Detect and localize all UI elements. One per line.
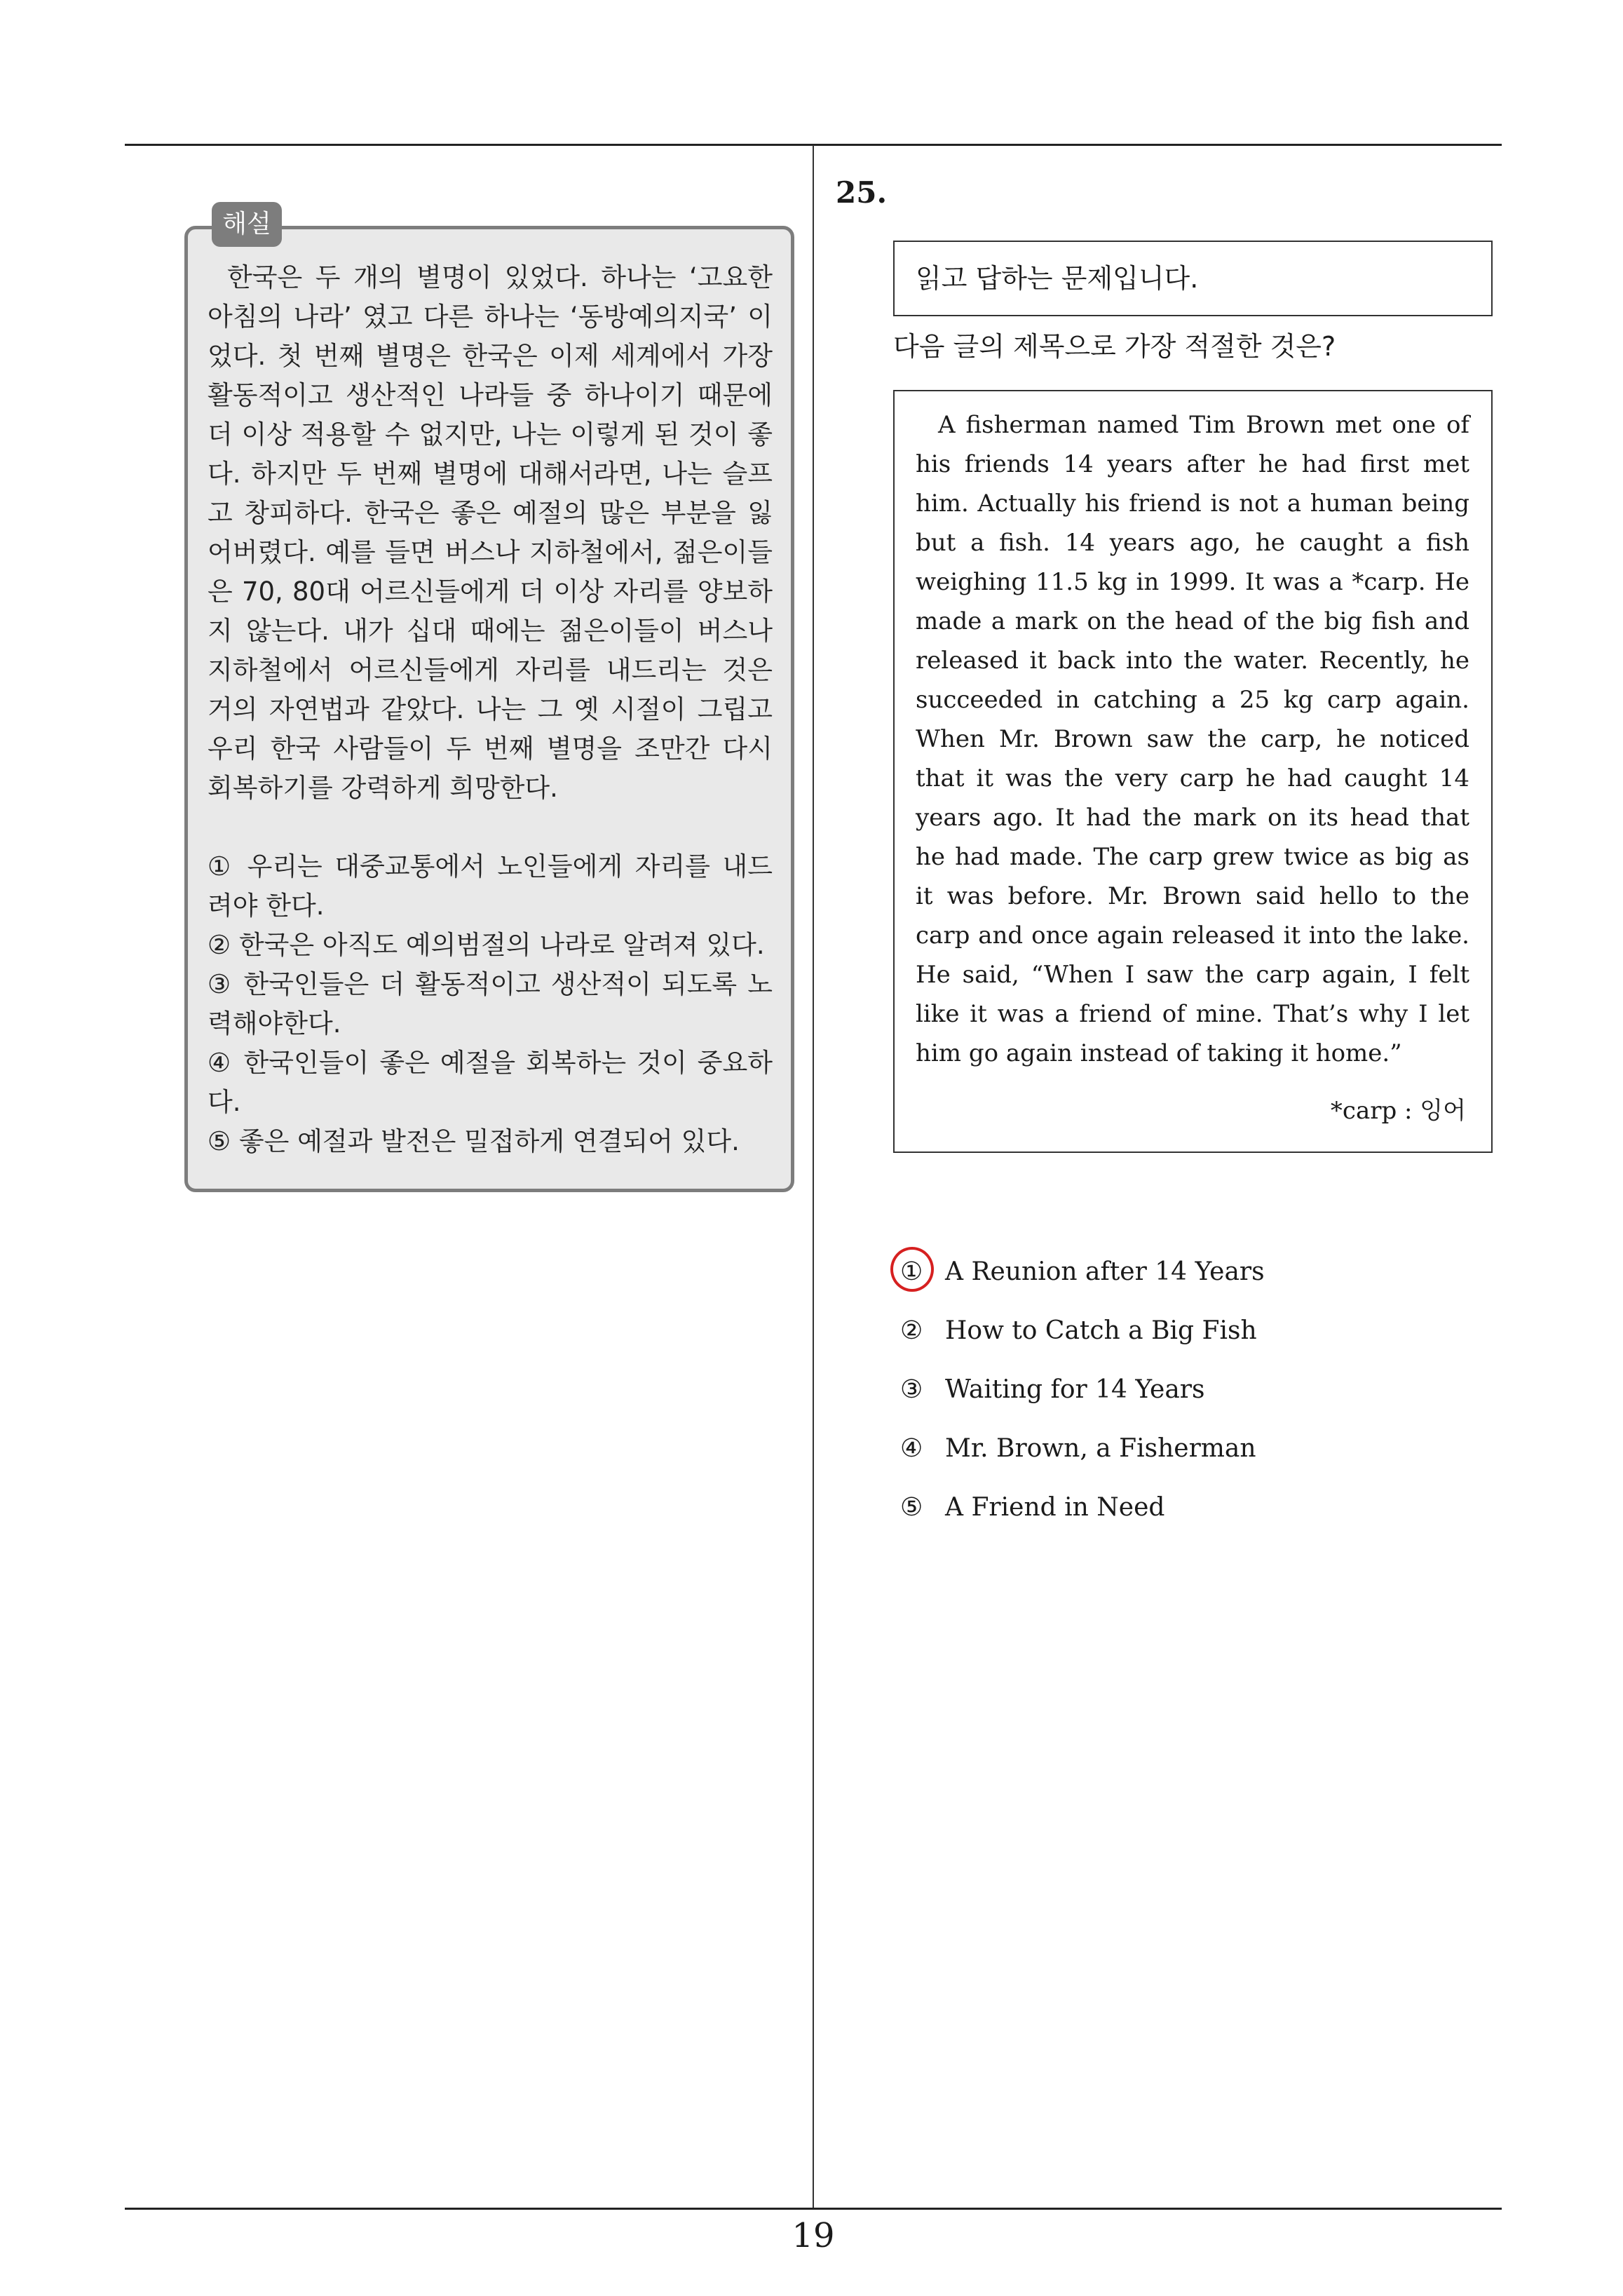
column-divider [813,145,814,2208]
option-number: ② [900,1316,923,1345]
passage-text: A fisherman named Tim Brown met one of his friends 14 years after he had first met him. Actually his friend is not a human being but a fish. 14 years ago, he caught a fish weighing 11.5 kg in 1999. It was a *carp. He made a mark on the head of the big fish and released it back into the water. Recently, he succeeded in catching a 25 kg carp again. When Mr. Brown saw the carp, he noticed that it was the very carp he had caught 14 years ago. It had the mark on its head that he had made. The carp grew twice as big as it was before. Mr. Brown said hello to the carp and once again released it into the lake. He said, “When I saw the carp again, I felt like it was a friend of mine. That’s why I let him go again instead of taking it home.” [916,411,1469,1067]
question-prompt: 다음 글의 제목으로 가장 적절한 것은? [893,331,1336,362]
option-text: Mr. Brown, a Fisherman [945,1434,1256,1463]
option-number: ① [900,1257,923,1286]
explanation-choice: ③ 한국인들은 더 활동적이고 생산적이 되도록 노력해야한다. [208,969,773,1039]
answer-option-3[interactable] [900,1368,1475,1426]
option-number: ⑤ [900,1493,923,1522]
question-number: 25. [836,175,888,210]
option-text: Waiting for 14 Years [945,1375,1205,1404]
passage [916,405,1469,1073]
explanation-choice: ② 한국은 아직도 예의범절의 나라로 알려져 있다. [208,930,765,960]
footnote: *carp : 잉어 [1330,1097,1466,1125]
instruction-box [893,241,1493,316]
instruction-text: 읽고 답하는 문제입니다. [916,263,1199,294]
bottom-rule [125,2208,1502,2210]
option-text: How to Catch a Big Fish [945,1316,1257,1345]
option-number: ④ [900,1434,923,1463]
explanation-choice: ④ 한국인들이 좋은 예절을 회복하는 것이 중요하다. [208,1048,773,1117]
answer-option-5[interactable] [900,1485,1475,1544]
explanation-paragraph: 한국은 두 개의 별명이 있었다. 하나는 ‘고요한 아침의 나라’ 였고 다른 하나는 ‘동방예의지국’ 이었다. 첫 번째 별명은 한국은 이제 세계에서 가장 활동적이고 생산적인 나라들 중 하나이기 때문에 더 이상 적용할 수 없지만, 나는 이렇게 된 것이 좋다. 하지만 두 번째 별명에 대해서라면, 나는 슬프고 창피하다. 한국은 좋은 예절의 많은 부분을 잃어버렸다. 예를 들면 버스나 지하철에서, 젊은이들은 70, 80대 어르신들에게 더 이상 자리를 양보하지 않는다. 내가 십대 때에는 젊은이들이 버스나 지하철에서 어르신들에게 자리를 내드리는 것은 거의 자연법과 같았다. 나는 그 옛 시절이 그립고 우리 한국 사람들이 두 번째 별명을 조만간 다시 회복하기를 강력하게 희망한다. [208,262,773,803]
option-text: A Reunion after 14 Years [945,1257,1265,1286]
page-number: 19 [792,2216,835,2255]
explanation-choice: ⑤ 좋은 예절과 발전은 밀접하게 연결되어 있다. [208,1126,740,1156]
option-number: ③ [900,1375,923,1404]
selected-circle-mark [890,1247,934,1292]
explanation-body [208,258,773,1161]
answer-options [900,1250,1475,1544]
explanation-tab: 해설 [212,202,282,247]
answer-option-1[interactable] [900,1250,1475,1309]
explanation-choices [208,847,773,1161]
explanation-choice: ① 우리는 대중교통에서 노인들에게 자리를 내드려야 한다. [208,851,773,921]
option-text: A Friend in Need [945,1493,1165,1522]
answer-option-4[interactable] [900,1426,1475,1485]
answer-option-2[interactable] [900,1309,1475,1368]
